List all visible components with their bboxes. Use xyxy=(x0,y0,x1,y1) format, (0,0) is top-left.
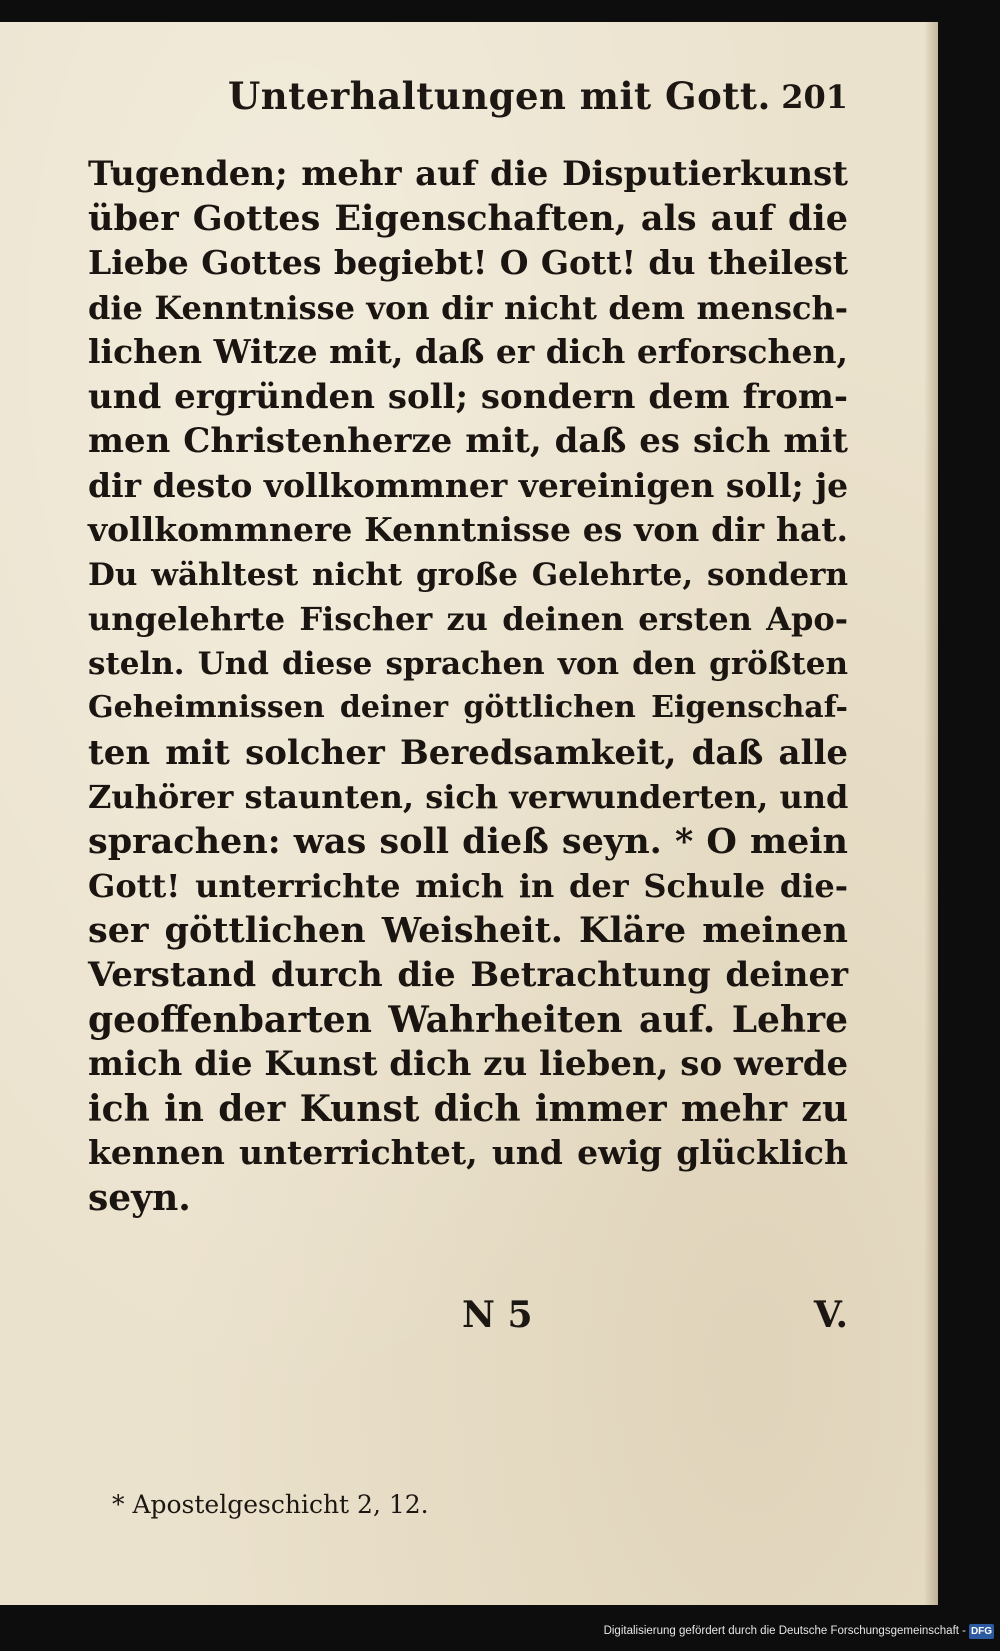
text-line: Gott! unterrichte mich in der Schule die- xyxy=(88,867,848,905)
text-line: Geheimnissen deiner göttlichen Eigenschaf- xyxy=(88,690,848,725)
text-line: kennen unterrichtet, und ewig glücklich xyxy=(88,1133,848,1172)
text-line: Verstand durch die Betrachtung deiner xyxy=(88,955,848,995)
text-line: ungelehrte Fischer zu deinen ersten Apo- xyxy=(88,600,848,638)
digitization-credit: Digitalisierung gefördert durch die Deutsche Forschungsgemeinschaft - xyxy=(603,1625,966,1637)
text-line: die Kenntnisse von dir nicht dem mensch- xyxy=(88,288,848,327)
page-edge-shadow xyxy=(924,22,938,1605)
text-line: und ergründen soll; sondern dem from- xyxy=(88,376,848,417)
page-number: 201 xyxy=(781,78,848,116)
text-line: steln. Und diese sprachen von den größten xyxy=(88,645,848,682)
footnote: * Apostelgeschicht 2, 12. xyxy=(112,1490,429,1519)
catchword: V. xyxy=(813,1294,848,1336)
text-line: sprachen: was soll dieß seyn. * O mein xyxy=(88,820,848,862)
text-line: mich die Kunst dich zu lieben, so werde xyxy=(88,1044,849,1084)
running-head: Unterhaltungen mit Gott. xyxy=(228,74,771,118)
text-line: Tugenden; mehr auf die Disputierkunst xyxy=(88,154,848,194)
text-line: ser göttlichen Weisheit. Kläre meinen xyxy=(88,909,848,951)
text-line: über Gottes Eigenschaften, als auf die xyxy=(88,197,848,239)
credit-bar xyxy=(0,1605,1000,1651)
body-text xyxy=(88,152,848,1220)
text-line: geoffenbarten Wahrheiten auf. Lehre xyxy=(88,998,848,1041)
text-line: Liebe Gottes begiebt! O Gott! du theilest xyxy=(88,243,848,282)
text-line: men Christenherze mit, daß es sich mit xyxy=(88,421,848,461)
dfg-logo-icon: DFG xyxy=(970,1626,993,1637)
text-line: dir desto vollkommner vereinigen soll; je xyxy=(88,465,849,505)
signature-mark: N 5 xyxy=(462,1294,533,1336)
text-line: vollkommnere Kenntnisse es von dir hat. xyxy=(88,510,848,549)
text-line: ten mit solcher Beredsamkeit, daß alle xyxy=(88,732,848,773)
text-line: Zuhörer staunten, sich verwunderten, und xyxy=(88,778,849,816)
text-line: ich in der Kunst dich immer mehr zu xyxy=(88,1087,848,1130)
book-page xyxy=(0,22,938,1605)
text-line: seyn. xyxy=(88,1176,191,1219)
text-line: Du wähltest nicht große Gelehrte, sondern xyxy=(88,556,848,593)
text-line: lichen Witze mit, daß er dich erforschen, xyxy=(88,332,848,371)
